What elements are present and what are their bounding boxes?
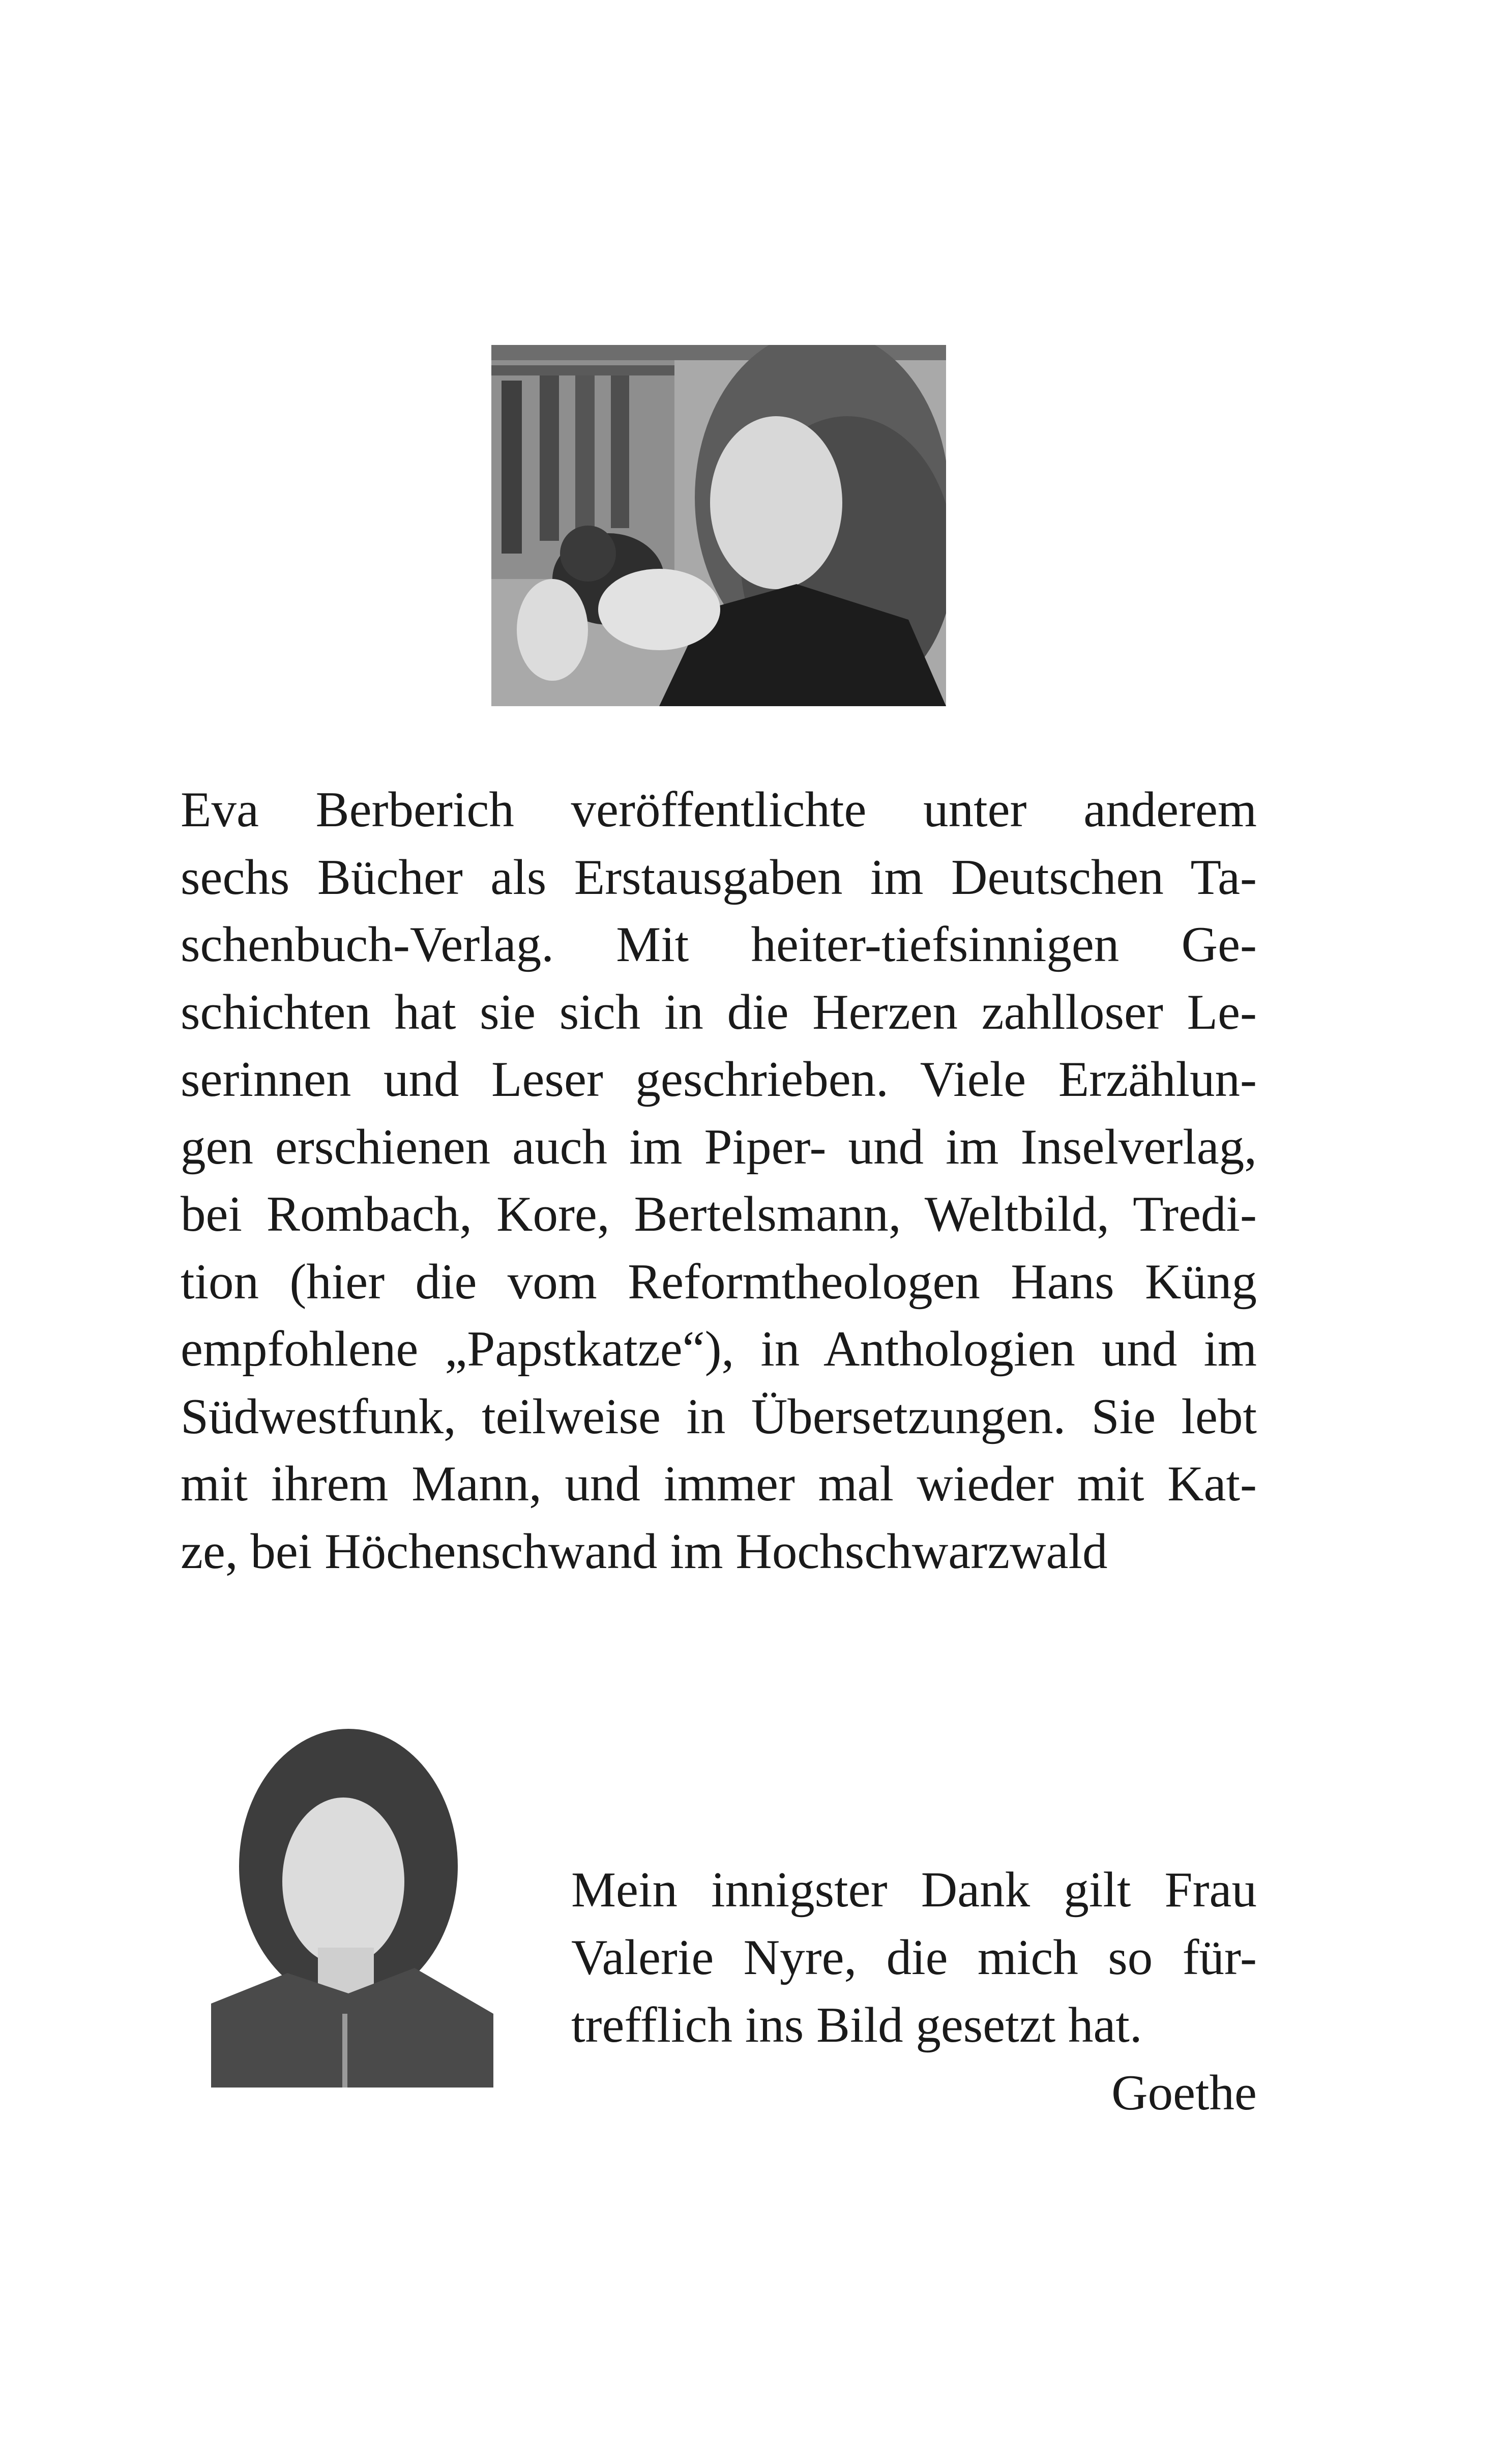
author-portrait-image [211,1729,493,2088]
author-photo-with-kitten [491,345,946,706]
biography-line: tion (hier die vom Reformtheologen Hans Küng [181,1254,1257,1310]
biography-line: Südwestfunk, teilweise in Übersetzungen. Sie lebt [181,1388,1257,1444]
biography-line: sechs Bücher als Erstausgaben im Deutschen Ta- [181,849,1257,905]
acknowledgement-line: Mein innigster Dank gilt Frau [571,1862,1257,1918]
acknowledgement-line: trefflich ins Bild gesetzt hat. [571,1997,1142,2053]
biography-line: ze, bei Höchenschwand im Hochschwarzwald [181,1523,1108,1579]
author-photo-with-kitten-image [491,345,946,706]
biography-line: serinnen und Leser geschrieben. Viele Erzählun- [181,1052,1257,1107]
biography-line: gen erschienen auch im Piper- und im Inselverlag, [181,1119,1257,1175]
biography-line: schichten hat sie sich in die Herzen zahlloser Le- [181,984,1257,1040]
acknowledgement-signature: Goethe [1111,2065,1257,2121]
biography-line: bei Rombach, Kore, Bertelsmann, Weltbild, Tredi- [181,1186,1257,1242]
biography-line: Eva Berberich veröffentlichte unter anderem [181,782,1257,837]
biography-line: mit ihrem Mann, und immer mal wieder mit Kat- [181,1456,1257,1512]
acknowledgement-text [571,1856,1257,2059]
biography-line: empfohlene „Papstkatze“), in Anthologien und im [181,1321,1257,1377]
acknowledgement-line: Valerie Nyre, die mich so für- [571,1930,1257,1985]
author-biography [181,776,1257,1585]
author-portrait-photo [211,1729,493,2088]
biography-line: schenbuch-Verlag. Mit heiter-tiefsinnigen Ge- [181,917,1257,972]
